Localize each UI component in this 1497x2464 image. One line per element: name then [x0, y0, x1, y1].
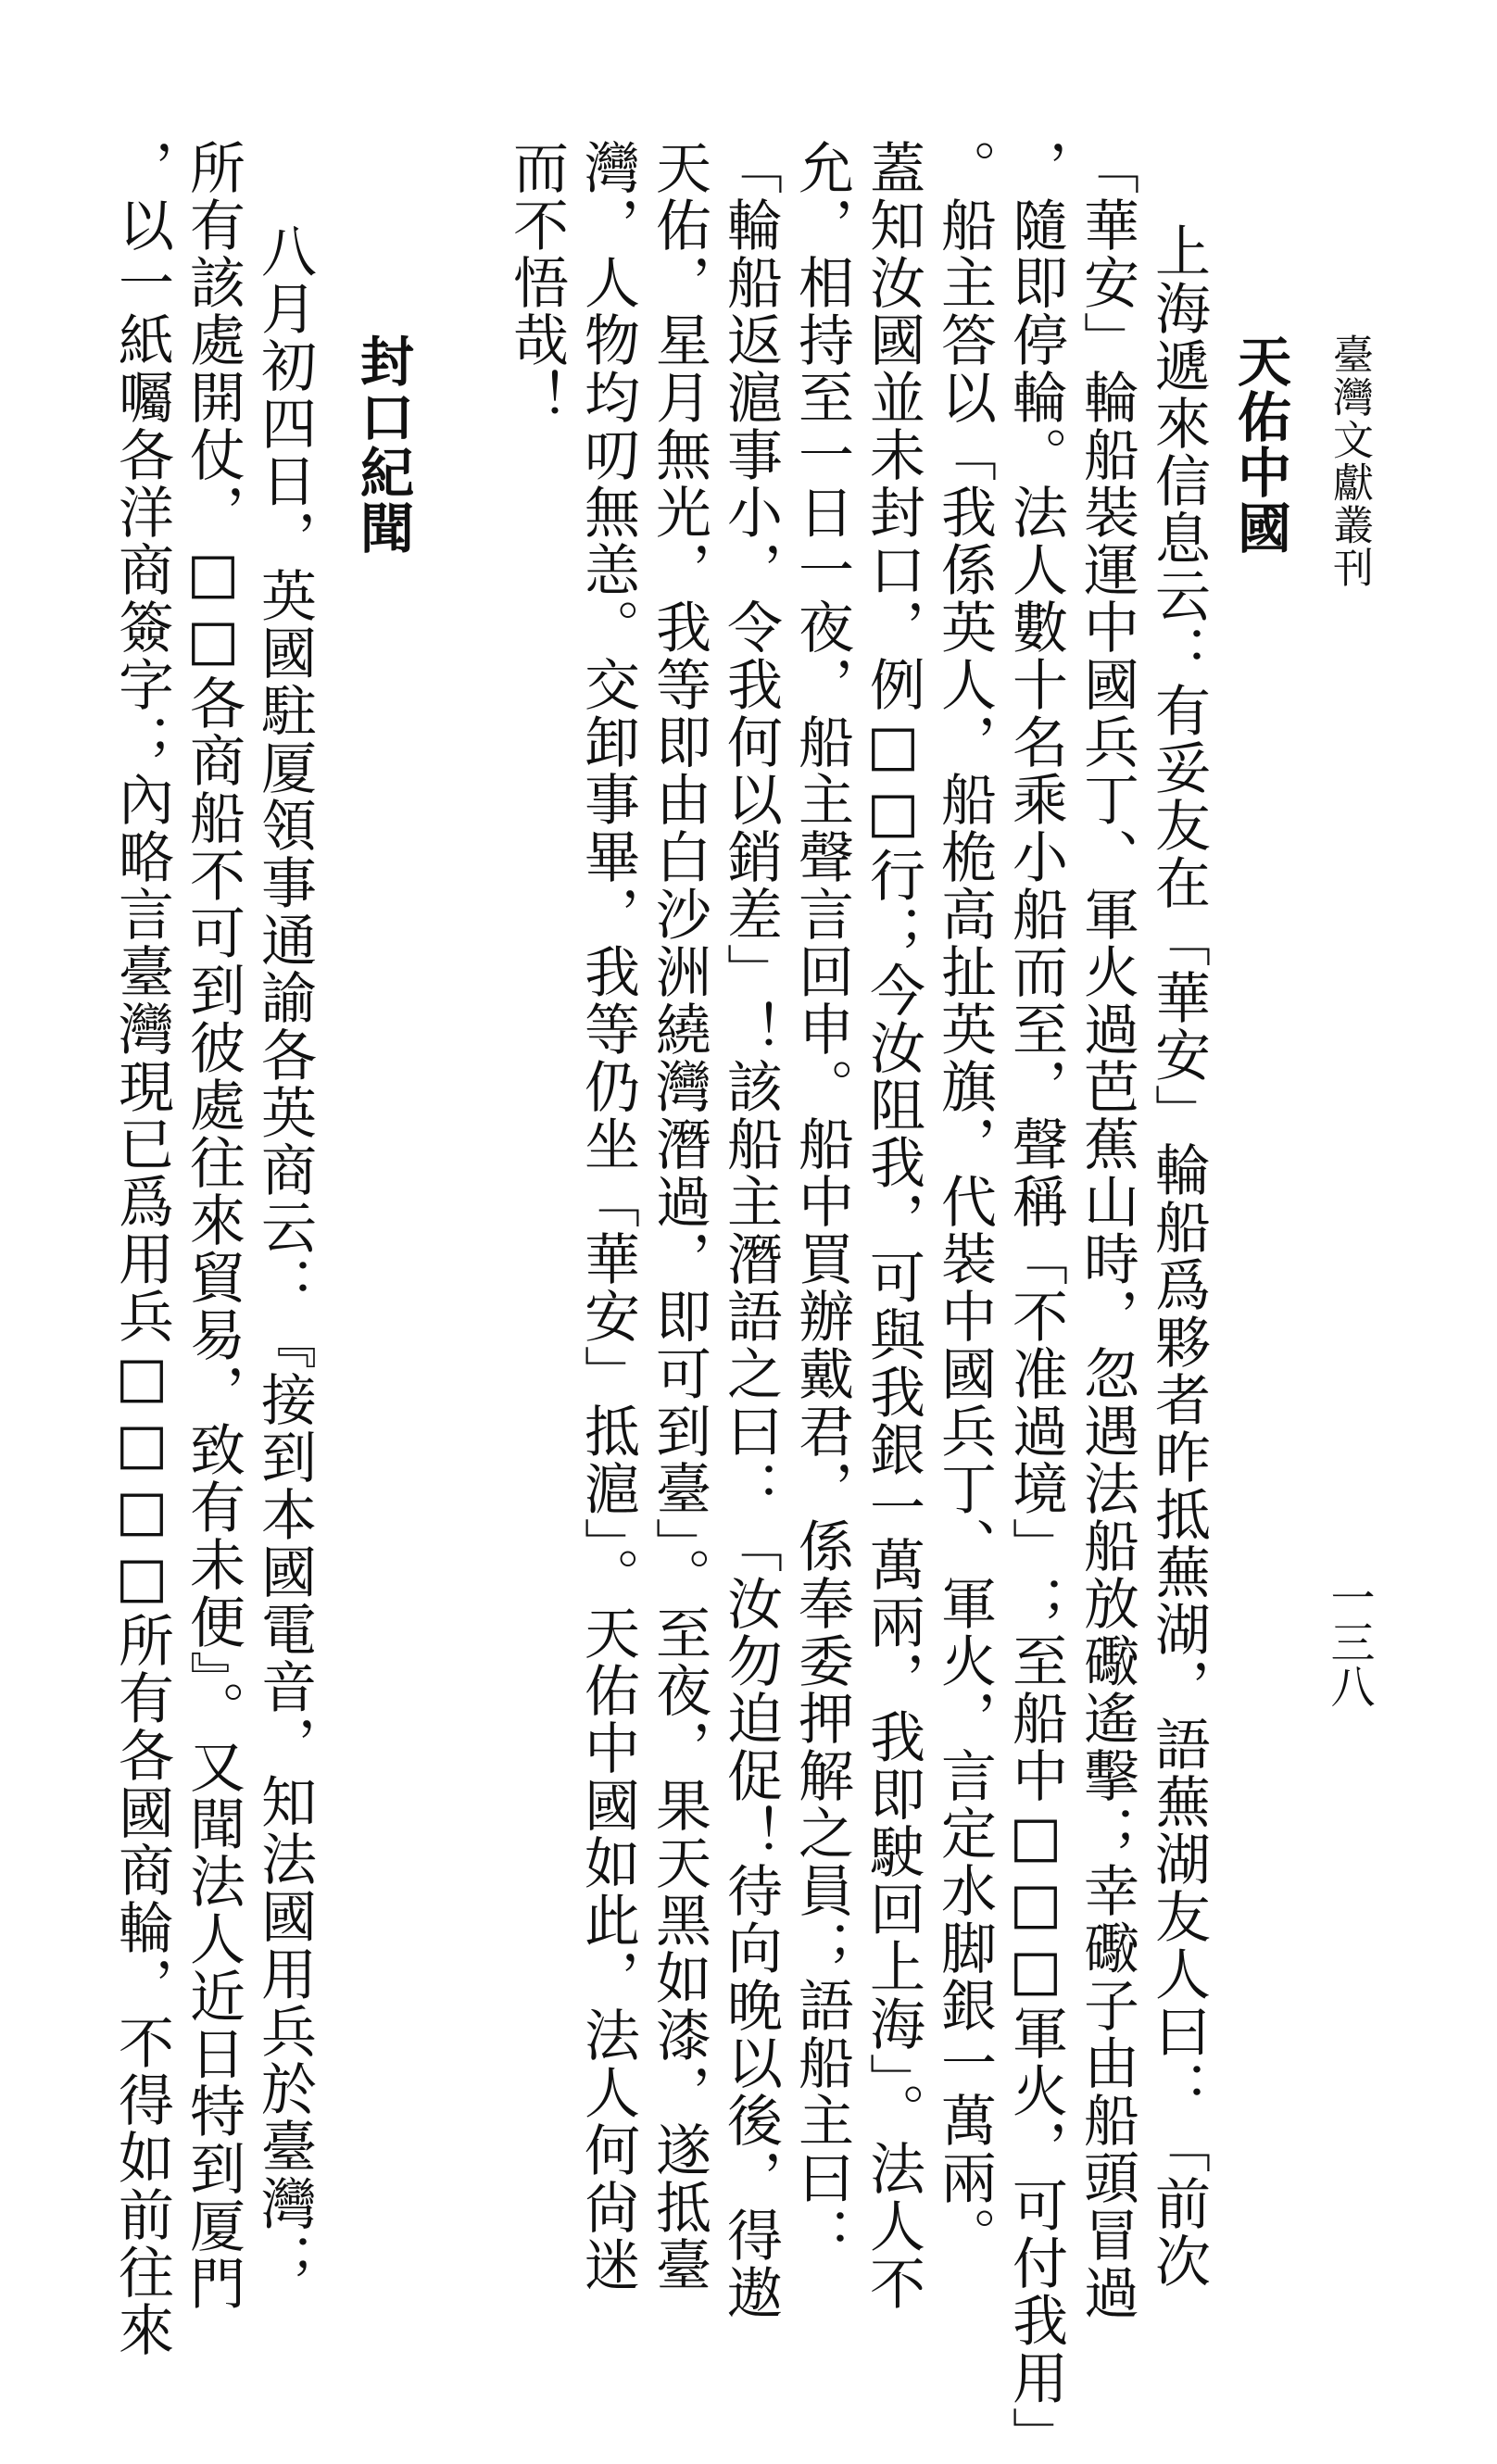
page-number: 一三八: [1323, 1575, 1375, 1708]
section-title-tianyou: 天佑中國: [1228, 333, 1291, 556]
section-title-fengkou: 封口紀聞: [351, 333, 414, 556]
section-2-line-3: ，以一紙囑各洋商簽字；內略言臺灣現已爲用兵□□□□所有各國商輪，不得如前往來: [109, 139, 174, 2358]
section-1-line-10: 而不悟哉！: [504, 139, 569, 426]
section-1-line-6: 允，相持至一日一夜，船主聲言回申。船中買辦戴君，係奉委押解之員；語船主曰：: [789, 139, 854, 2264]
section-1-line-1: 上海遞來信息云：有妥友在「華安」輪船爲夥者昨抵蕪湖，語蕪湖友人曰：「前次: [1146, 222, 1211, 2290]
running-head-book-title: 臺灣文獻叢刊: [1326, 333, 1373, 589]
section-1-line-2: 「華安」輪船裝運中國兵丁、軍火過芭蕉山時，忽遇法船放礮遙擊；幸礮子由船頭冒過: [1075, 139, 1139, 2321]
section-2-line-2: 所有該處開仗，□□各商船不可到彼處往來貿易，致有未便』。又聞法人近日特到厦門: [181, 139, 245, 2312]
section-1-line-4: 。船主答以「我係英人，船桅高扯英旗，代裝中國兵丁、軍火，言定水脚銀一萬兩。: [932, 139, 997, 2264]
section-1-line-7: 「輪船返滬事小，令我何以銷差」！該船主潛語之曰：「汝勿迫促！待向晚以後，得遨: [718, 139, 783, 2321]
section-1-line-3: ，隨即停輪。法人數十名乘小船而至，聲稱「不准過境」；至船中□□□軍火，可付我用」: [1003, 139, 1068, 2464]
section-1-line-5: 蓋知汝國並未封口，例□□行；今汝阻我，可與我銀一萬兩，我即駛回上海」。法人不: [861, 139, 925, 2312]
section-1-line-9: 灣，人物均叨無恙。交卸事畢，我等仍坐「華安」抵滬」。天佑中國如此，法人何尙迷: [575, 139, 640, 2294]
section-2-line-1: 八月初四日，英國駐厦領事通諭各英商云：『接到本國電音，知法國用兵於臺灣；: [252, 222, 317, 2290]
section-1-line-8: 天佑，星月無光，我等即由白沙洲繞灣潛過，即可到臺」。至夜，果天黑如漆，遂抵臺: [647, 139, 711, 2294]
